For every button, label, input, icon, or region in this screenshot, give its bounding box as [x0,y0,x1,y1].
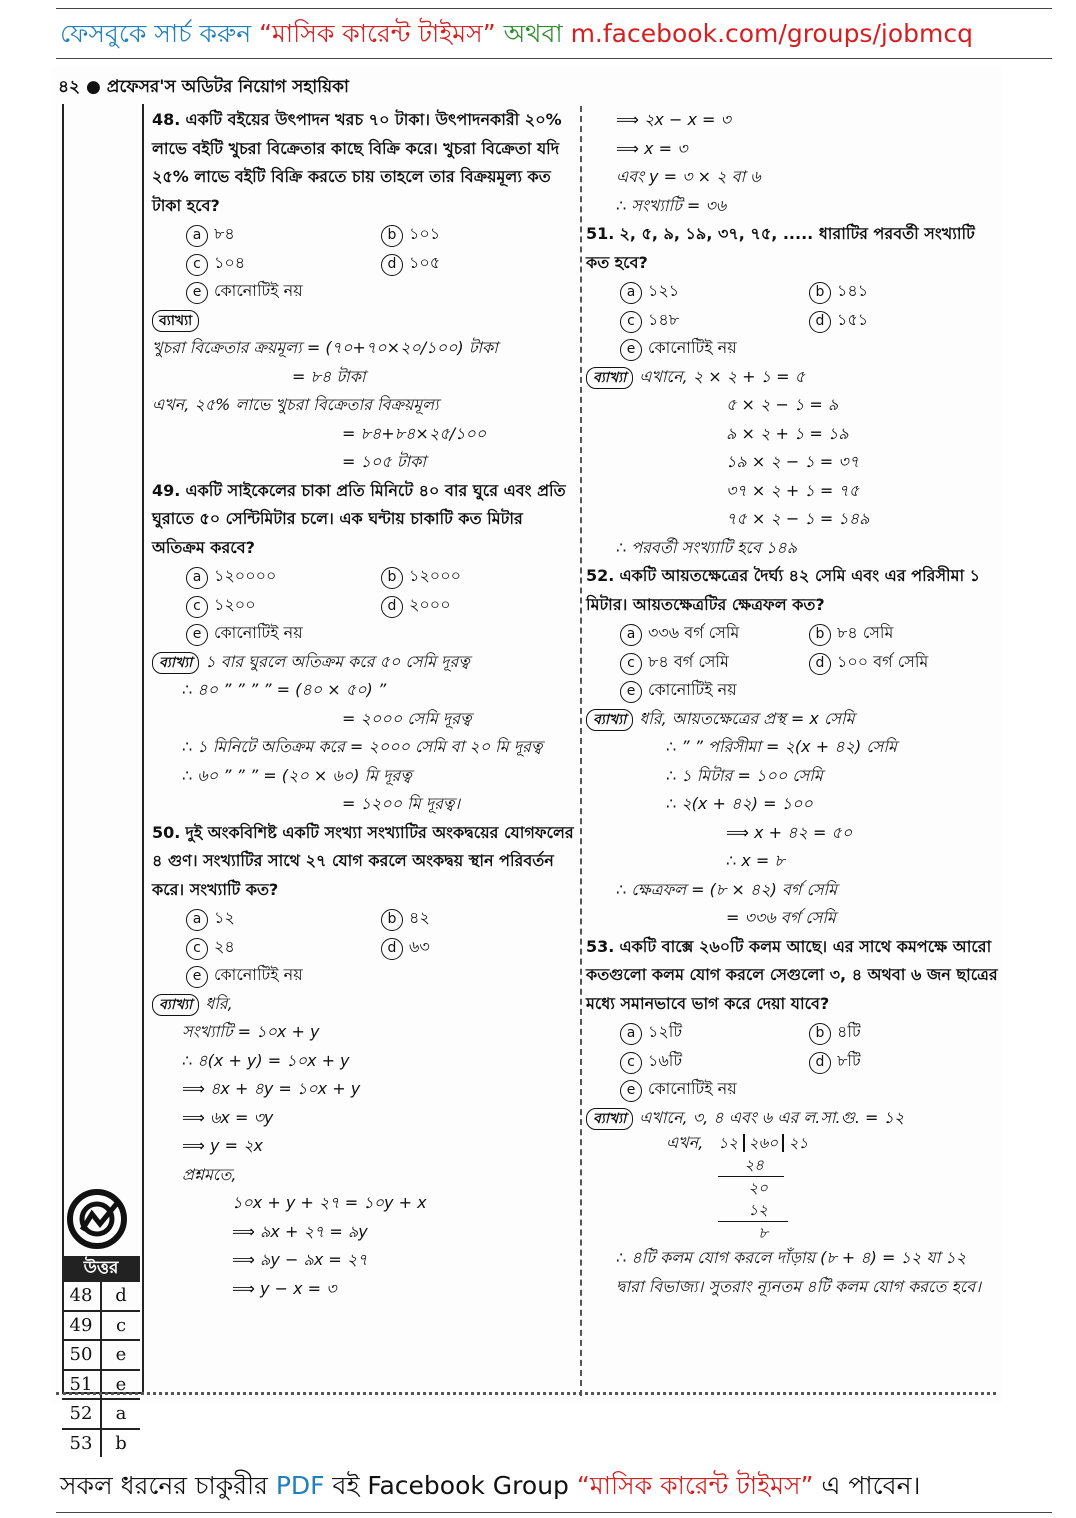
question-49 [152,477,576,819]
option-a: a ৩৩৬ বর্গ সেমি [620,619,809,648]
running-head: ৪২ ● প্রফেসর'স অডিটর নিয়োগ সহায়িকা [58,77,349,97]
option-d: d ১৫১ [809,306,998,335]
option-a: a ১২টি [620,1018,809,1047]
option-e: e কোনোটিই নয় [586,1075,998,1104]
explanation-line: এখন, ২৫% লাভে খুচরা বিক্রেতার বিক্রয়মূল্য [152,395,439,414]
explanation-line: ১০x + y + ২৭ = ১০y + x [232,1193,427,1212]
question-text: একটি সাইকেলের চাকা প্রতি মিনিটে ৪০ বার ঘুরে এবং প্রতি ঘুরাতে ৫০ সেন্টিমিটার চলে। এক ঘন্টায় চাকাটি কত মিটার অতিক্রম করবে? [152,480,566,557]
explanation-line: = ২০০০ সেমি দূরত্ব [342,708,472,728]
explanation-line: ∴ পরবর্তী সংখ্যাটি হবে ১৪৯ [616,537,798,557]
explanation-line: এখন, [666,1133,704,1152]
explanation-tag: ব্যাখ্যা [152,994,199,1016]
top-rule [56,8,1052,9]
explanation-line: ∴ ৬০ ” ” ” = (২০ × ৬০) মি দূরত্ব [182,765,412,785]
scanned-page [52,66,1002,1454]
banner-rule [56,58,1052,59]
question-text: ২, ৫, ৯, ১৯, ৩৭, ৭৫, ..... ধারাটির পরবর্তী সংখ্যাটি কত হবে? [586,224,975,272]
explanation-line: ⟹ y − x = ৩ [232,1278,337,1298]
banner-or: অথবা [503,19,563,48]
option-d: d ৮টি [809,1047,998,1076]
answer-row: 50 e [62,1339,140,1369]
footer-rule [56,1512,1052,1513]
explanation-tag: ব্যাখ্যা [586,367,633,389]
long-division [718,1132,808,1244]
top-banner [60,14,1050,57]
option-d: d ১০৫ [381,249,576,278]
explanation-line: ৩৭ × ২ + ১ = ৭৫ [726,480,860,500]
banner-url-link[interactable]: m.facebook.com/groups/jobmcq [570,19,973,48]
option-a: a ৮৪ [186,220,381,249]
explanation-line: ৭৫ × ২ − ১ = ১৪৯ [726,509,870,528]
footer-text: সকল ধরনের চাকুরীর [60,1471,268,1500]
explanation-line: প্রশ্নমতে, [182,1164,237,1184]
option-c: c ১০৪ [186,249,381,278]
explanation-line: ধরি, [205,993,233,1013]
explanation-line: ∴ ৪(x + y) = ১০x + y [182,1050,350,1070]
option-b: b ১৪১ [809,277,998,306]
answer-row: 48 d [62,1280,140,1310]
options [152,904,576,961]
division-step: ২৪ [718,1154,784,1177]
explanation-line: ⟹ x + ৪২ = ৫০ [726,822,853,842]
question-50 [152,819,576,1304]
footer-text: বই Facebook Group [332,1471,569,1500]
options [586,619,998,676]
explanation-line: = ৩৩৬ বর্গ সেমি [726,908,836,927]
division-quotient: ২১ [788,1134,809,1152]
explanation-line: ⟹ y = ২x [182,1136,263,1155]
explanation-line: ∴ ১ মিনিটে অতিক্রম করে = ২০০০ সেমি বা ২০ মি দূরত্ব [182,737,543,756]
explanation-line: ⟹ ২x − x = ৩ [616,110,731,129]
explanation-line: এবং y = ৩ × ২ বা ৬ [616,167,761,186]
question-number: 51. [586,224,615,243]
explanation-line: ∴ ২(x + ৪২) = ১০০ [666,794,813,813]
explanation-line: ⟹ ৯x + ২৭ = ৯y [232,1221,368,1241]
division-step: ১২ [718,1199,788,1222]
option-a: a ১২০০০০ [186,562,381,591]
question-text: একটি আয়তক্ষেত্রের দৈর্ঘ্য ৪২ সেমি এবং এর পরিসীমা ১ মিটার। আয়তক্ষেত্রটির ক্ষেত্রফল কত? [586,566,981,614]
explanation-line: ∴ সংখ্যাটি = ৩৬ [616,195,727,215]
options [152,562,576,619]
answer-key [62,1186,140,1457]
option-c: c ২৪ [186,933,381,962]
option-c: c ১৪৮ [620,306,809,335]
option-b: b ৪২ [381,904,576,933]
question-53 [586,933,998,1302]
options [586,1018,998,1075]
footer-banner [60,1466,920,1509]
option-c: c ১২০০ [186,591,381,620]
explanation-line: ⟹ x = ৩ [616,138,688,158]
explanation-line: ∴ x = ৮ [726,851,785,870]
options [152,220,576,277]
footer-pdf: PDF [275,1471,325,1500]
explanation-line: ১৯ × ২ − ১ = ৩৭ [726,452,860,471]
option-b: b ৪টি [809,1018,998,1047]
explanation-line: দ্বারা বিভাজ্য। সুতরাং ন্যূনতম ৪টি কলম যোগ করতে হবে। [616,1276,981,1296]
question-number: 53. [586,936,615,956]
explanation-tag: ব্যাখ্যা [586,709,633,731]
options [586,277,998,334]
explanation-line: ⟹ ৬x = ৩y [182,1107,274,1127]
explanation-line: এখানে, ৩, ৪ এবং ৬ এর ল.সা.গু. = ১২ [639,1107,905,1127]
option-e: e কোনোটিই নয় [586,334,998,363]
explanation-line: ধরি, আয়তক্ষেত্রের প্রস্থ = x সেমি [639,708,855,728]
division-divisor: ১২ [718,1134,738,1152]
option-b: b ৮৪ সেমি [809,619,998,648]
option-b: b ১০১ [381,220,576,249]
option-e: e কোনোটিই নয় [586,676,998,705]
question-text: একটি বাক্সে ২৬০টি কলম আছে। এর সাথে কমপক্ষে আরো কতগুলো কলম যোগ করলে সেগুলো ৩, ৪ অথবা ৬ জন ছাত্রের মধ্যে সমানভাবে ভাগ করে দেয়া যাবে? [586,936,998,1013]
question-48 [152,106,576,477]
answer-row: 53 b [62,1428,140,1458]
question-number: 52. [586,566,615,585]
question-number: 50. [152,822,181,842]
question-text: দুই অংকবিশিষ্ট একটি সংখ্যা সংখ্যাটির অংকদ্বয়ের যোগফলের ৪ গুণ। সংখ্যাটির সাথে ২৭ যোগ করলে অংকদ্বয় স্থান পরিবর্তন করে। সংখ্যাটি কত? [152,822,574,899]
division-block [586,1132,998,1244]
explanation-tag: ব্যাখ্যা [586,1108,633,1130]
explanation-line: ∴ ৪টি কলম যোগ করলে দাঁড়ায় (৮ + ৪) = ১২ যা ১২ [616,1248,967,1267]
explanation-line: ⟹ ৪x + ৪y = ১০x + y [182,1079,361,1098]
option-e: e কোনোটিই নয় [152,277,576,306]
explanation-line: = ১০৫ টাকা [342,452,426,471]
explanation-line: সংখ্যাটি = ১০x + y [182,1022,320,1041]
explanation-line: ∴ ৪০ ” ” ” ” = (৪০ × ৫০) ” [182,680,387,699]
explanation-line: এখানে, ২ × ২ + ১ = ৫ [639,366,806,386]
option-a: a ১২১ [620,277,809,306]
option-d: d ৬৩ [381,933,576,962]
column-divider [580,106,582,1396]
division-remainder: ৮ [758,1224,769,1242]
answer-row: 49 c [62,1310,140,1340]
explanation-line: ∴ ১ মিটার = ১০০ সেমি [666,765,823,785]
option-d: d ১০০ বর্গ সেমি [809,648,998,677]
footer-text: এ পাবেন। [821,1471,921,1500]
option-a: a ১২ [186,904,381,933]
question-number: 49. [152,480,181,500]
explanation-line: = ৮৪ টাকা [292,366,366,386]
question-51 [586,220,998,562]
option-e: e কোনোটিই নয় [152,619,576,648]
right-column [586,106,998,1301]
explanation-line: ৫ × ২ − ১ = ৯ [726,395,839,414]
option-c: c ১৬টি [620,1047,809,1076]
answer-row: 52 a [62,1398,140,1428]
option-b: b ১২০০০ [381,562,576,591]
answer-target-icon [62,1186,132,1252]
page-bottom-rule [56,1392,996,1395]
banner-group-name: “মাসিক কারেন্ট টাইমস” [259,19,496,48]
explanation-line: = ৮৪+৮৪×২৫/১০০ [342,423,487,443]
explanation-tag: ব্যাখ্যা [152,310,199,332]
explanation-line: ১ বার ঘুরলে অতিক্রম করে ৫০ সেমি দূরত্ব [205,651,470,671]
option-e: e কোনোটিই নয় [152,961,576,990]
question-number: 48. [152,110,181,129]
question-50-continued [586,106,998,220]
question-52 [586,562,998,933]
left-column [152,106,576,1303]
footer-group-name: “মাসিক কারেন্ট টাইমস” [576,1471,814,1500]
explanation-line: ∴ ” ” পরিসীমা = ২(x + ৪২) সেমি [666,737,897,756]
question-text: একটি বইয়ের উৎপাদন খরচ ৭০ টাকা। উৎপাদনকারী ২০% লাভে বইটি খুচরা বিক্রেতার কাছে বিক্রি করে। খুচরা বিক্রেতা যদি ২৫% লাভে বইটি বিক্রি করতে চায় তাহলে তার বিক্রয়মূল্য কত টাকা হবে? [152,110,562,215]
answer-key-label: উত্তর [62,1256,140,1280]
explanation-line: ∴ ক্ষেত্রফল = (৮ × ৪২) বর্গ সেমি [616,879,837,899]
division-step: ২০ [748,1179,768,1197]
answer-row: 51 e [62,1369,140,1399]
division-dividend: ২৬০ [743,1134,784,1152]
explanation-line: ৯ × ২ + ১ = ১৯ [726,423,849,443]
option-c: c ৮৪ বর্গ সেমি [620,648,809,677]
explanation-line: = ১২০০ মি দূরত্ব। [342,794,461,813]
banner-search-text: ফেসবুকে সার্চ করুন [60,19,252,48]
explanation-tag: ব্যাখ্যা [152,652,199,674]
option-d: d ২০০০ [381,591,576,620]
explanation-line: ⟹ ৯y − ৯x = ২৭ [232,1250,368,1269]
explanation-line: খুচরা বিক্রেতার ক্রয়মূল্য = (৭০+৭০×২০/১০০) টাকা [152,338,498,357]
